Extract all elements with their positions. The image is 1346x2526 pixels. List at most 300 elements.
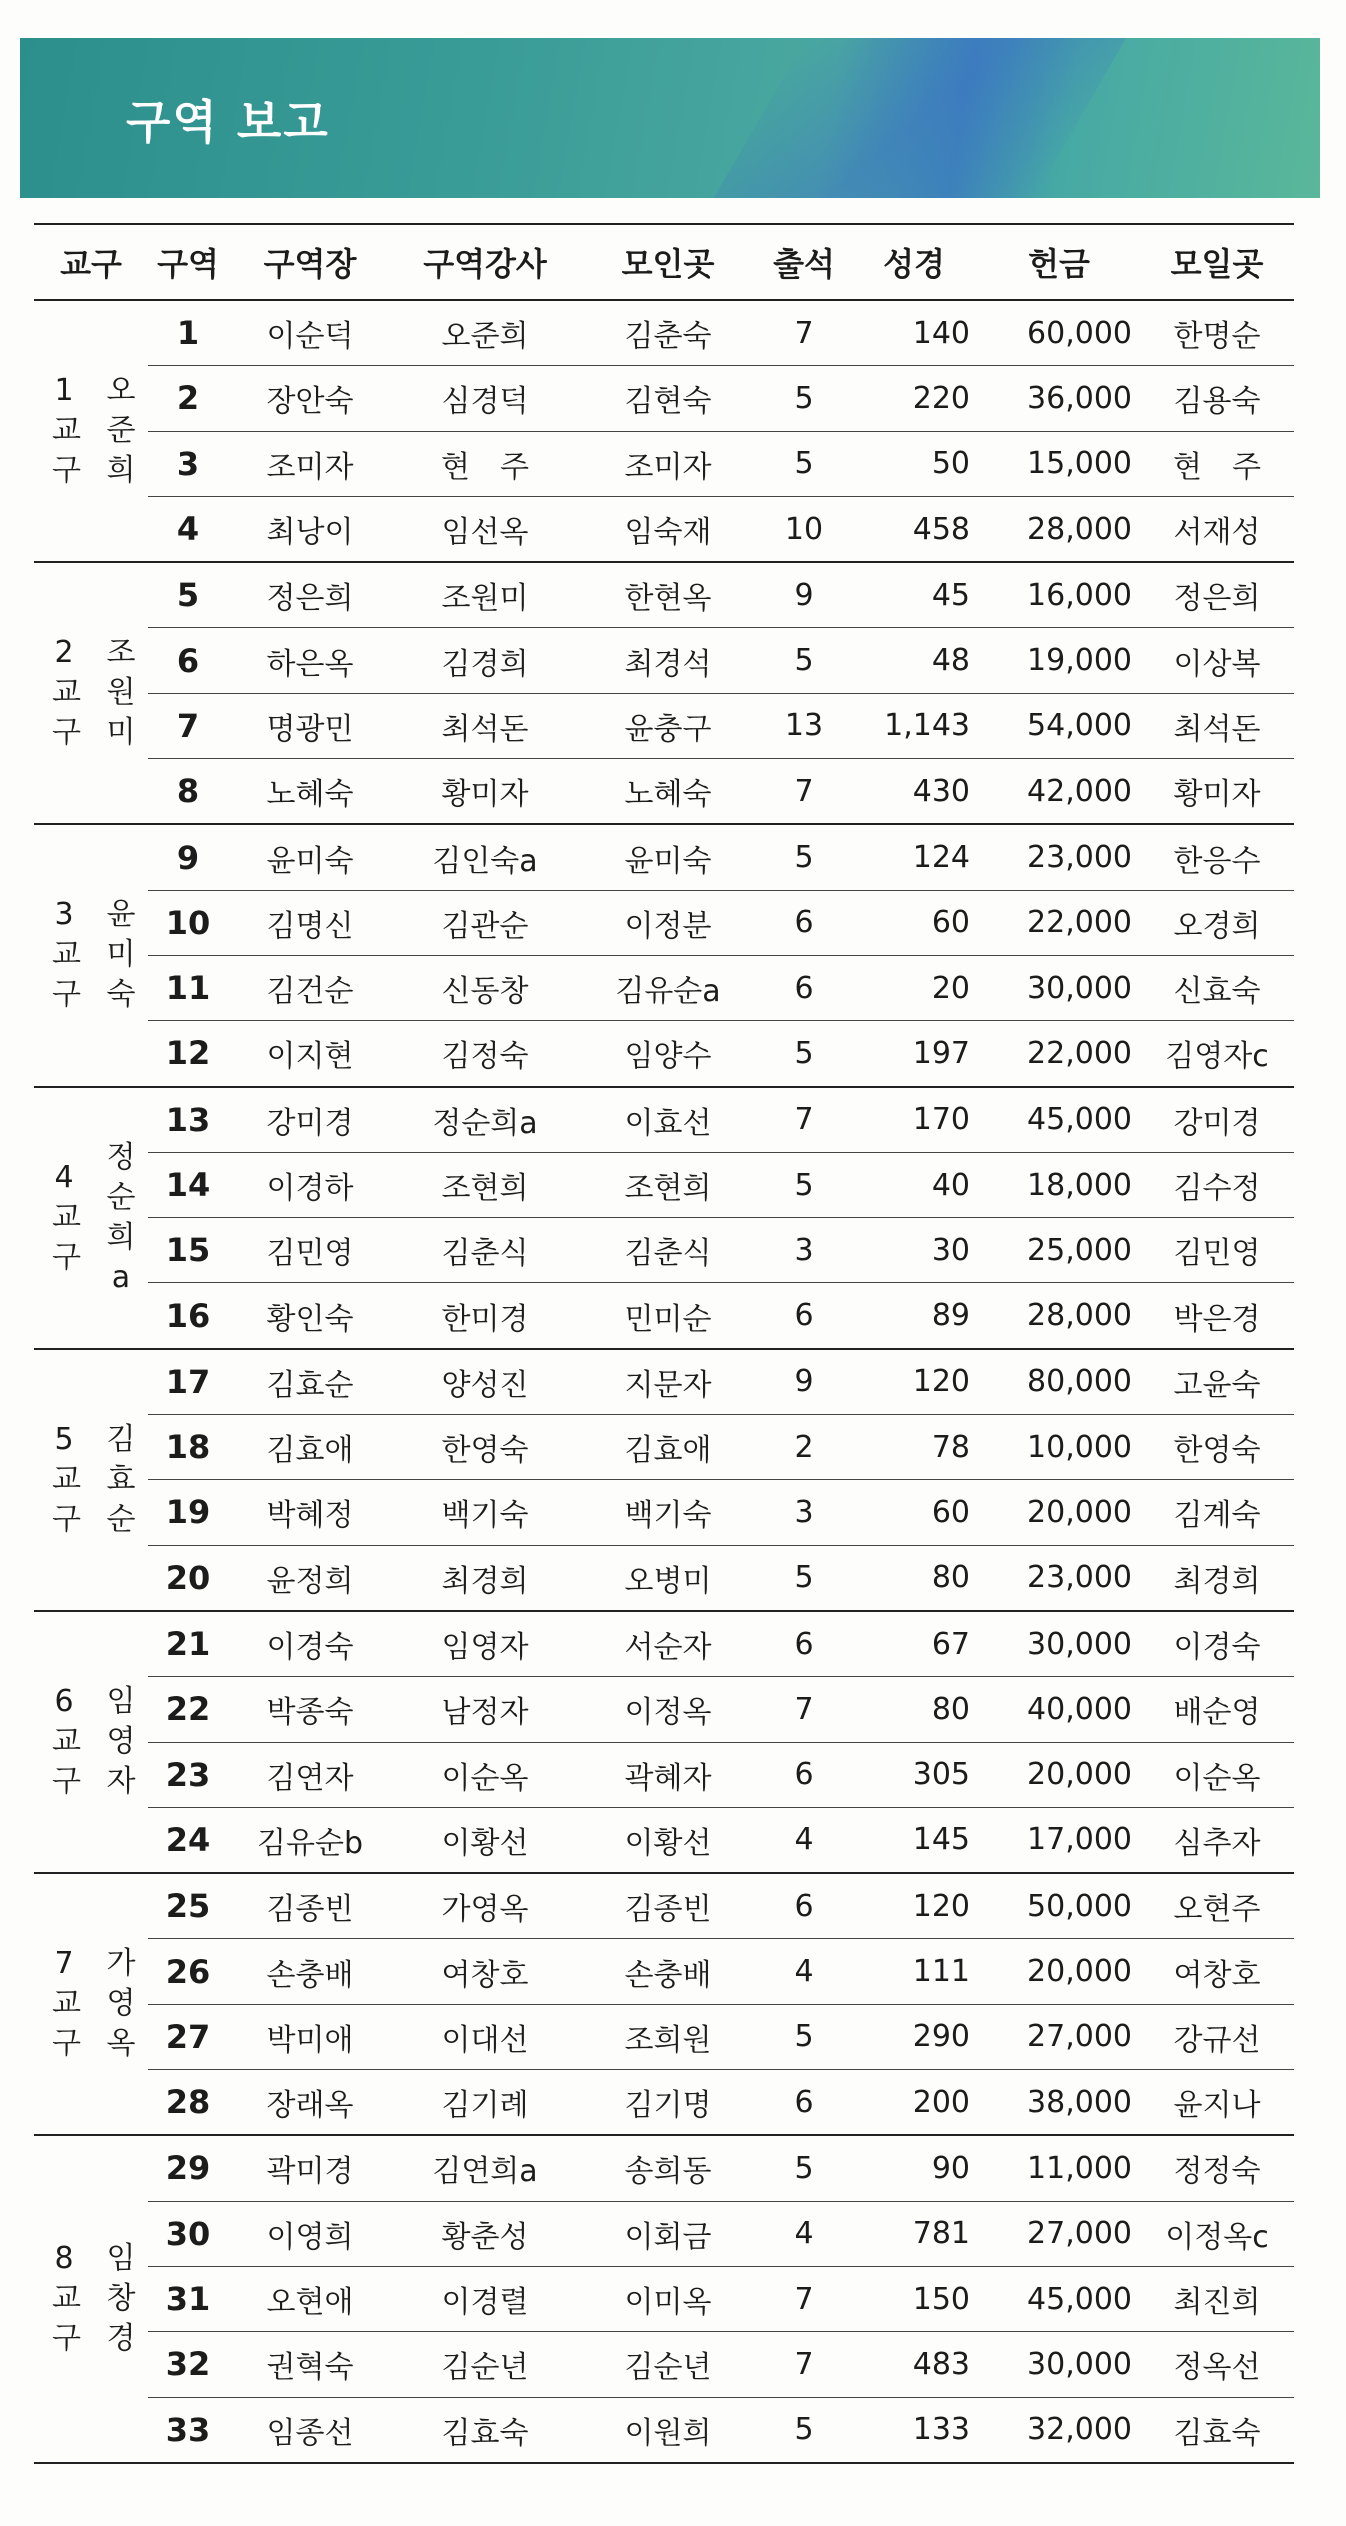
district-leader: 이경하 [228, 1152, 392, 1217]
next-place: 김영자c [1140, 1021, 1294, 1087]
offering-amount: 20,000 [978, 1742, 1140, 1807]
parish-name: 7교구 [52, 1946, 81, 2062]
table-row [34, 824, 1294, 890]
table-row [34, 628, 1294, 693]
district-leader: 박혜정 [228, 1480, 392, 1545]
table-row [34, 1545, 1294, 1611]
offering-amount: 60,000 [978, 300, 1140, 366]
offering-amount: 23,000 [978, 824, 1140, 890]
table-row [34, 693, 1294, 758]
offering-amount: 11,000 [978, 2135, 1140, 2201]
table-row [34, 1480, 1294, 1545]
district-number: 24 [148, 1807, 228, 1873]
col-header-met-place: 모인곳 [578, 224, 758, 300]
parish-leader-cell [94, 300, 148, 562]
bible-count: 305 [850, 1742, 978, 1807]
district-leader: 김종빈 [228, 1873, 392, 1939]
district-number: 7 [148, 693, 228, 758]
bible-count: 220 [850, 366, 978, 431]
district-leader: 정은희 [228, 562, 392, 628]
table-row [34, 431, 1294, 496]
district-number: 4 [148, 496, 228, 562]
district-leader: 김유순b [228, 1807, 392, 1873]
district-leader: 하은옥 [228, 628, 392, 693]
met-place: 김종빈 [578, 1873, 758, 1939]
parish-name: 6교구 [52, 1684, 81, 1800]
district-leader: 김건순 [228, 955, 392, 1020]
district-report-table [34, 223, 1294, 2464]
bible-count: 150 [850, 2266, 978, 2331]
parish-leader: 윤미숙 [106, 897, 136, 1013]
attendance: 5 [758, 1152, 850, 1217]
bible-count: 197 [850, 1021, 978, 1087]
offering-amount: 17,000 [978, 1807, 1140, 1873]
district-number: 14 [148, 1152, 228, 1217]
next-place: 서재성 [1140, 496, 1294, 562]
table-row [34, 496, 1294, 562]
district-leader: 장안숙 [228, 366, 392, 431]
district-leader: 노혜숙 [228, 759, 392, 825]
offering-amount: 10,000 [978, 1415, 1140, 1480]
next-place: 신효숙 [1140, 955, 1294, 1020]
next-place: 강규선 [1140, 2004, 1294, 2069]
offering-amount: 15,000 [978, 431, 1140, 496]
met-place: 김기명 [578, 2070, 758, 2136]
attendance: 7 [758, 300, 850, 366]
met-place: 조현희 [578, 1152, 758, 1217]
next-place: 고윤숙 [1140, 1349, 1294, 1415]
next-place: 한명순 [1140, 300, 1294, 366]
table-row [34, 2201, 1294, 2266]
district-leader: 박종숙 [228, 1677, 392, 1742]
parish-name-cell [34, 1611, 94, 1873]
bible-count: 120 [850, 1349, 978, 1415]
district-teacher: 양성진 [392, 1349, 578, 1415]
district-number: 10 [148, 890, 228, 955]
district-teacher: 이대선 [392, 2004, 578, 2069]
district-teacher: 이황선 [392, 1807, 578, 1873]
parish-leader: 임창경 [106, 2241, 136, 2357]
parish-name-cell [34, 562, 94, 824]
district-number: 22 [148, 1677, 228, 1742]
district-teacher: 최석돈 [392, 693, 578, 758]
district-number: 28 [148, 2070, 228, 2136]
district-teacher: 오준희 [392, 300, 578, 366]
offering-amount: 20,000 [978, 1939, 1140, 2004]
district-teacher: 최경희 [392, 1545, 578, 1611]
attendance: 9 [758, 562, 850, 628]
met-place: 이회금 [578, 2201, 758, 2266]
table-row [34, 300, 1294, 366]
table-row [34, 1087, 1294, 1153]
parish-leader: 오준희 [106, 373, 136, 489]
offering-amount: 30,000 [978, 2332, 1140, 2397]
offering-amount: 40,000 [978, 1677, 1140, 1742]
attendance: 2 [758, 1415, 850, 1480]
district-leader: 윤미숙 [228, 824, 392, 890]
district-teacher: 임영자 [392, 1611, 578, 1677]
parish-name: 3교구 [52, 897, 81, 1013]
parish-leader-cell [94, 1611, 148, 1873]
attendance: 5 [758, 628, 850, 693]
district-teacher: 황춘성 [392, 2201, 578, 2266]
bible-count: 133 [850, 2397, 978, 2463]
parish-leader: 가영옥 [106, 1946, 136, 2062]
parish-name-cell [34, 1349, 94, 1611]
table-row [34, 1677, 1294, 1742]
offering-amount: 32,000 [978, 2397, 1140, 2463]
bible-count: 111 [850, 1939, 978, 2004]
district-teacher: 김춘식 [392, 1218, 578, 1283]
next-place: 한영숙 [1140, 1415, 1294, 1480]
bible-count: 781 [850, 2201, 978, 2266]
district-teacher: 한미경 [392, 1283, 578, 1349]
met-place: 최경석 [578, 628, 758, 693]
district-leader: 이지현 [228, 1021, 392, 1087]
district-teacher: 김효숙 [392, 2397, 578, 2463]
district-number: 31 [148, 2266, 228, 2331]
district-leader: 최낭이 [228, 496, 392, 562]
next-place: 이상복 [1140, 628, 1294, 693]
met-place: 곽혜자 [578, 1742, 758, 1807]
district-teacher: 황미자 [392, 759, 578, 825]
next-place: 이순옥 [1140, 1742, 1294, 1807]
bible-count: 30 [850, 1218, 978, 1283]
district-teacher: 이경렬 [392, 2266, 578, 2331]
col-header-district: 구역 [148, 224, 228, 300]
parish-leader: 정순희a [106, 1139, 136, 1295]
next-place: 김계숙 [1140, 1480, 1294, 1545]
attendance: 3 [758, 1480, 850, 1545]
met-place: 서순자 [578, 1611, 758, 1677]
attendance: 6 [758, 890, 850, 955]
parish-name-cell [34, 2135, 94, 2462]
met-place: 임숙재 [578, 496, 758, 562]
table-row [34, 2004, 1294, 2069]
bible-count: 67 [850, 1611, 978, 1677]
col-header-attendance: 출석 [758, 224, 850, 300]
next-place: 정정숙 [1140, 2135, 1294, 2201]
district-number: 15 [148, 1218, 228, 1283]
next-place: 배순영 [1140, 1677, 1294, 1742]
district-number: 19 [148, 1480, 228, 1545]
district-teacher: 김순년 [392, 2332, 578, 2397]
bible-count: 20 [850, 955, 978, 1020]
district-leader: 윤정희 [228, 1545, 392, 1611]
bible-count: 48 [850, 628, 978, 693]
district-teacher: 한영숙 [392, 1415, 578, 1480]
district-teacher: 정순희a [392, 1087, 578, 1153]
met-place: 김순년 [578, 2332, 758, 2397]
parish-leader: 조원미 [106, 635, 136, 751]
table-row [34, 562, 1294, 628]
district-number: 33 [148, 2397, 228, 2463]
bible-count: 60 [850, 1480, 978, 1545]
district-teacher: 심경덕 [392, 366, 578, 431]
met-place: 이효선 [578, 1087, 758, 1153]
district-teacher: 김경희 [392, 628, 578, 693]
parish-leader-cell [94, 1873, 148, 2135]
table-row [34, 1611, 1294, 1677]
district-number: 11 [148, 955, 228, 1020]
next-place: 이정옥c [1140, 2201, 1294, 2266]
table-row [34, 1807, 1294, 1873]
bible-count: 80 [850, 1545, 978, 1611]
offering-amount: 45,000 [978, 2266, 1140, 2331]
offering-amount: 16,000 [978, 562, 1140, 628]
district-number: 6 [148, 628, 228, 693]
next-place: 심추자 [1140, 1807, 1294, 1873]
next-place: 박은경 [1140, 1283, 1294, 1349]
district-leader: 장래옥 [228, 2070, 392, 2136]
district-number: 8 [148, 759, 228, 825]
district-leader: 황인숙 [228, 1283, 392, 1349]
next-place: 김효숙 [1140, 2397, 1294, 2463]
col-header-next-place: 모일곳 [1140, 224, 1294, 300]
offering-amount: 18,000 [978, 1152, 1140, 1217]
met-place: 한현옥 [578, 562, 758, 628]
district-leader: 곽미경 [228, 2135, 392, 2201]
bible-count: 120 [850, 1873, 978, 1939]
district-number: 18 [148, 1415, 228, 1480]
next-place: 강미경 [1140, 1087, 1294, 1153]
district-teacher: 조현희 [392, 1152, 578, 1217]
attendance: 5 [758, 431, 850, 496]
met-place: 이정옥 [578, 1677, 758, 1742]
bible-count: 170 [850, 1087, 978, 1153]
next-place: 최석돈 [1140, 693, 1294, 758]
district-leader: 권혁숙 [228, 2332, 392, 2397]
next-place: 한응수 [1140, 824, 1294, 890]
district-leader: 임종선 [228, 2397, 392, 2463]
district-leader: 손충배 [228, 1939, 392, 2004]
offering-amount: 54,000 [978, 693, 1140, 758]
district-teacher: 남정자 [392, 1677, 578, 1742]
col-header-parish: 교구 [34, 224, 148, 300]
next-place: 오현주 [1140, 1873, 1294, 1939]
offering-amount: 30,000 [978, 1611, 1140, 1677]
met-place: 윤미숙 [578, 824, 758, 890]
district-leader: 김효애 [228, 1415, 392, 1480]
parish-name: 4교구 [52, 1159, 81, 1275]
parish-leader-cell [94, 824, 148, 1086]
bible-count: 80 [850, 1677, 978, 1742]
district-number: 21 [148, 1611, 228, 1677]
district-teacher: 현 주 [392, 431, 578, 496]
offering-amount: 27,000 [978, 2201, 1140, 2266]
attendance: 6 [758, 1611, 850, 1677]
table-row [34, 2135, 1294, 2201]
met-place: 이원희 [578, 2397, 758, 2463]
bible-count: 60 [850, 890, 978, 955]
attendance: 5 [758, 1021, 850, 1087]
district-leader: 이순덕 [228, 300, 392, 366]
attendance: 4 [758, 1807, 850, 1873]
attendance: 6 [758, 1873, 850, 1939]
district-teacher: 신동창 [392, 955, 578, 1020]
next-place: 김수정 [1140, 1152, 1294, 1217]
offering-amount: 19,000 [978, 628, 1140, 693]
district-teacher: 김인숙a [392, 824, 578, 890]
offering-amount: 27,000 [978, 2004, 1140, 2069]
attendance: 7 [758, 2332, 850, 2397]
table-row [34, 2397, 1294, 2463]
district-teacher: 가영옥 [392, 1873, 578, 1939]
met-place: 김효애 [578, 1415, 758, 1480]
offering-amount: 30,000 [978, 955, 1140, 1020]
table-row [34, 1021, 1294, 1087]
col-header-district-leader: 구역장 [228, 224, 392, 300]
attendance: 7 [758, 759, 850, 825]
district-leader: 김연자 [228, 1742, 392, 1807]
next-place: 현 주 [1140, 431, 1294, 496]
parish-leader-cell [94, 2135, 148, 2462]
met-place: 임양수 [578, 1021, 758, 1087]
met-place: 조미자 [578, 431, 758, 496]
bible-count: 458 [850, 496, 978, 562]
met-place: 김유순a [578, 955, 758, 1020]
offering-amount: 20,000 [978, 1480, 1140, 1545]
met-place: 이미옥 [578, 2266, 758, 2331]
table-row [34, 1152, 1294, 1217]
met-place: 오병미 [578, 1545, 758, 1611]
next-place: 오경희 [1140, 890, 1294, 955]
col-header-teacher: 구역강사 [392, 224, 578, 300]
attendance: 6 [758, 1283, 850, 1349]
district-number: 5 [148, 562, 228, 628]
district-number: 26 [148, 1939, 228, 2004]
bible-count: 290 [850, 2004, 978, 2069]
offering-amount: 23,000 [978, 1545, 1140, 1611]
table-row [34, 1742, 1294, 1807]
next-place: 정은희 [1140, 562, 1294, 628]
table-row [34, 2266, 1294, 2331]
district-leader: 강미경 [228, 1087, 392, 1153]
attendance: 5 [758, 2135, 850, 2201]
bible-count: 200 [850, 2070, 978, 2136]
parish-name: 8교구 [52, 2241, 81, 2357]
attendance: 10 [758, 496, 850, 562]
bible-count: 140 [850, 300, 978, 366]
district-number: 12 [148, 1021, 228, 1087]
district-teacher: 김기례 [392, 2070, 578, 2136]
next-place: 김민영 [1140, 1218, 1294, 1283]
title-banner [20, 38, 1320, 198]
district-number: 30 [148, 2201, 228, 2266]
district-leader: 박미애 [228, 2004, 392, 2069]
district-teacher: 김정숙 [392, 1021, 578, 1087]
district-teacher: 이순옥 [392, 1742, 578, 1807]
met-place: 손충배 [578, 1939, 758, 2004]
bible-count: 45 [850, 562, 978, 628]
district-teacher: 임선옥 [392, 496, 578, 562]
table-row [34, 2332, 1294, 2397]
attendance: 13 [758, 693, 850, 758]
district-number: 16 [148, 1283, 228, 1349]
met-place: 김춘숙 [578, 300, 758, 366]
table-row [34, 1218, 1294, 1283]
district-number: 2 [148, 366, 228, 431]
table-row [34, 2070, 1294, 2136]
offering-amount: 28,000 [978, 496, 1140, 562]
met-place: 김현숙 [578, 366, 758, 431]
district-number: 1 [148, 300, 228, 366]
met-place: 지문자 [578, 1349, 758, 1415]
attendance: 6 [758, 2070, 850, 2136]
offering-amount: 50,000 [978, 1873, 1140, 1939]
met-place: 이황선 [578, 1807, 758, 1873]
parish-leader-cell [94, 1349, 148, 1611]
met-place: 이정분 [578, 890, 758, 955]
parish-name: 5교구 [52, 1421, 81, 1537]
bible-count: 50 [850, 431, 978, 496]
attendance: 5 [758, 824, 850, 890]
attendance: 4 [758, 2201, 850, 2266]
parish-name: 1교구 [52, 373, 81, 489]
next-place: 이경숙 [1140, 1611, 1294, 1677]
attendance: 6 [758, 1742, 850, 1807]
offering-amount: 38,000 [978, 2070, 1140, 2136]
attendance: 7 [758, 1677, 850, 1742]
next-place: 최진희 [1140, 2266, 1294, 2331]
bible-count: 78 [850, 1415, 978, 1480]
district-leader: 김명신 [228, 890, 392, 955]
table-row [34, 1283, 1294, 1349]
parish-name-cell [34, 1087, 94, 1349]
table-row [34, 955, 1294, 1020]
bible-count: 90 [850, 2135, 978, 2201]
attendance: 9 [758, 1349, 850, 1415]
offering-amount: 80,000 [978, 1349, 1140, 1415]
bible-count: 483 [850, 2332, 978, 2397]
table-row [34, 366, 1294, 431]
district-leader: 오현애 [228, 2266, 392, 2331]
next-place: 정옥선 [1140, 2332, 1294, 2397]
page-title: 구역 보고 [126, 95, 330, 149]
met-place: 노혜숙 [578, 759, 758, 825]
table-row [34, 1415, 1294, 1480]
attendance: 7 [758, 2266, 850, 2331]
table-row [34, 759, 1294, 825]
col-header-bible: 성경 [850, 224, 978, 300]
next-place: 황미자 [1140, 759, 1294, 825]
attendance: 5 [758, 2004, 850, 2069]
offering-amount: 28,000 [978, 1283, 1140, 1349]
bible-count: 1,143 [850, 693, 978, 758]
attendance: 5 [758, 2397, 850, 2463]
district-number: 32 [148, 2332, 228, 2397]
bible-count: 124 [850, 824, 978, 890]
district-leader: 명광민 [228, 693, 392, 758]
district-teacher: 김관순 [392, 890, 578, 955]
district-teacher: 김연희a [392, 2135, 578, 2201]
table-row [34, 1939, 1294, 2004]
table-row [34, 890, 1294, 955]
parish-leader: 임영자 [106, 1684, 136, 1800]
district-teacher: 백기숙 [392, 1480, 578, 1545]
next-place: 최경희 [1140, 1545, 1294, 1611]
next-place: 김용숙 [1140, 366, 1294, 431]
parish-name: 2교구 [52, 635, 81, 751]
district-number: 17 [148, 1349, 228, 1415]
bible-count: 89 [850, 1283, 978, 1349]
bible-count: 145 [850, 1807, 978, 1873]
met-place: 김춘식 [578, 1218, 758, 1283]
met-place: 송희동 [578, 2135, 758, 2201]
district-number: 13 [148, 1087, 228, 1153]
col-header-offering: 헌금 [978, 224, 1140, 300]
offering-amount: 42,000 [978, 759, 1140, 825]
